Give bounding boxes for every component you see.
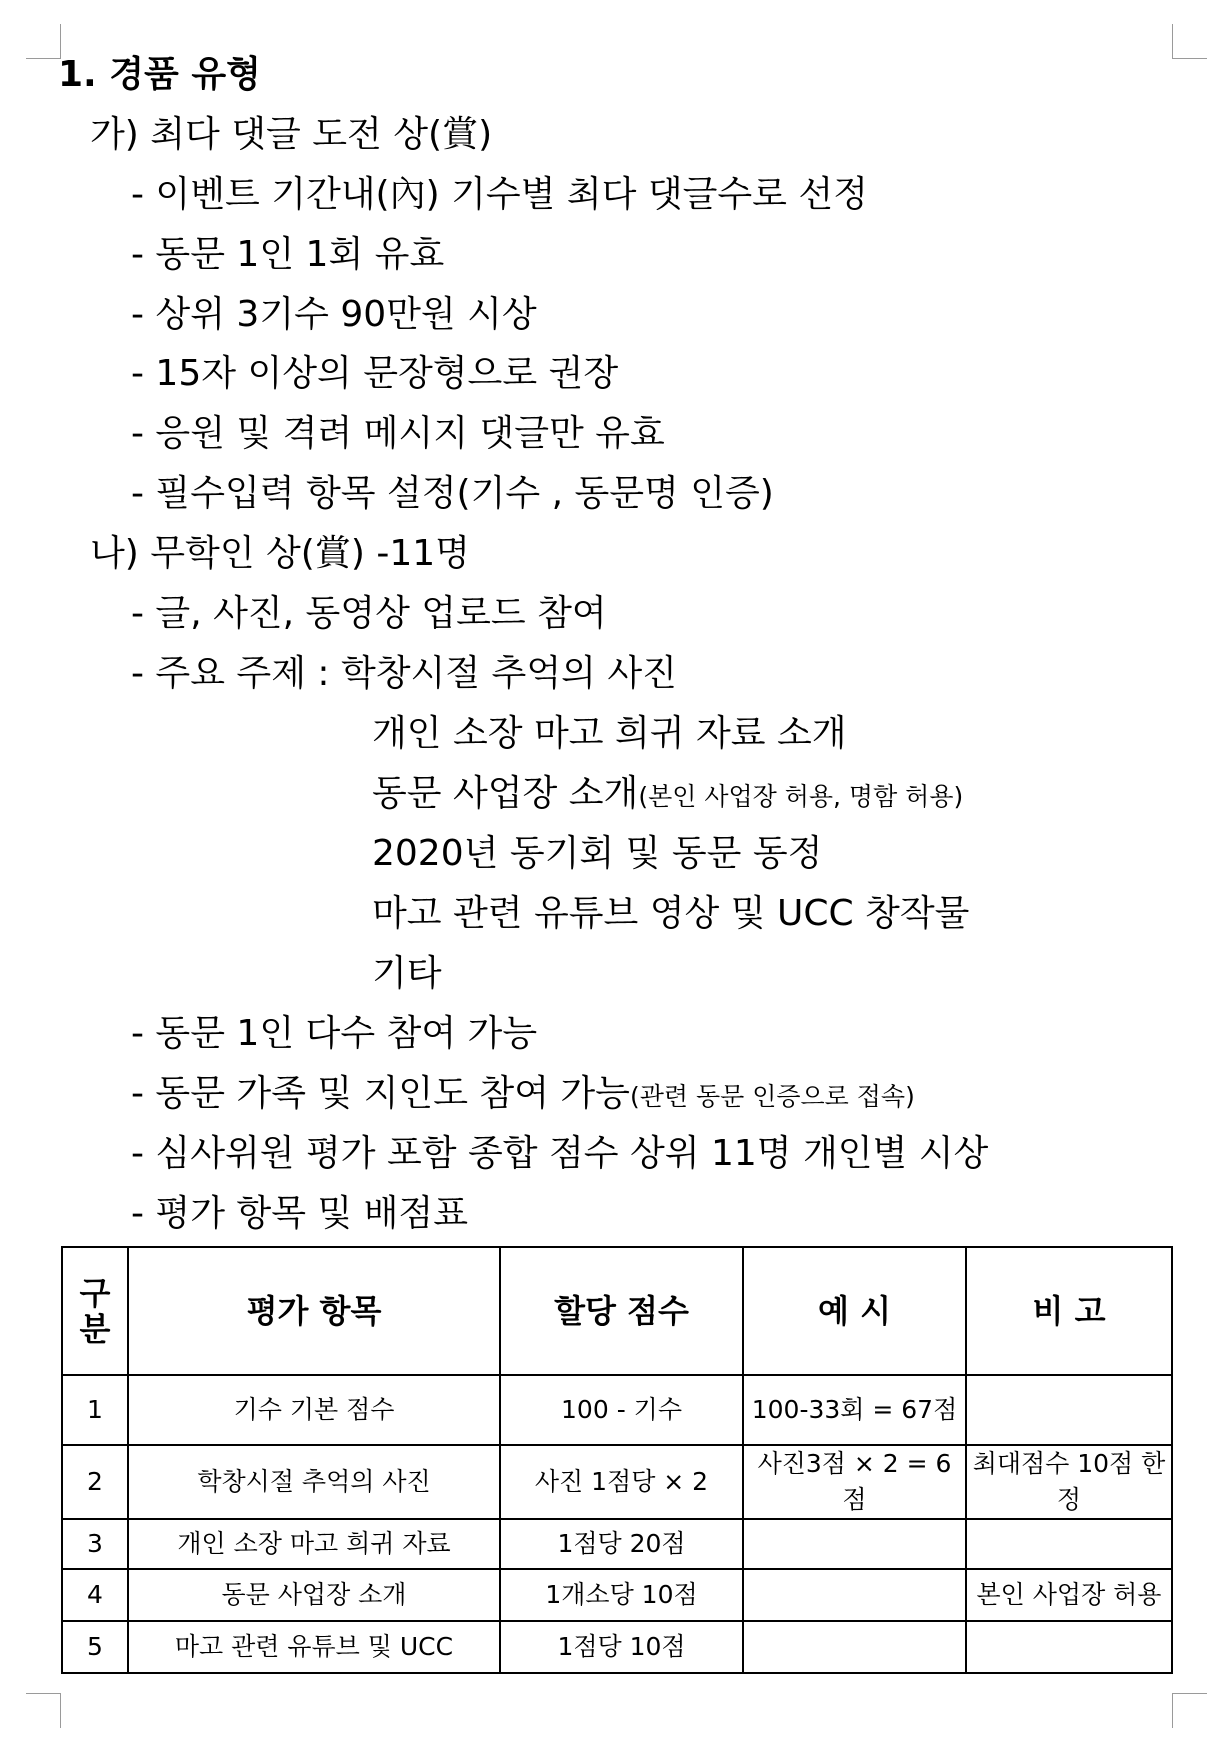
section-b-bullet-multiple: - 동문 1인 다수 참여 가능 (131, 1013, 538, 1054)
section-b-bullet-upload: - 글, 사진, 동영상 업로드 참여 (131, 593, 607, 634)
corner-mark-bottom-left (26, 1693, 61, 1728)
corner-mark-bottom-right (1172, 1693, 1207, 1728)
row-number: 2 (62, 1445, 128, 1519)
section-a-bullet-required: - 필수입력 항목 설정(기수 , 동문명 인증) (131, 473, 774, 514)
section-a-bullet-prize: - 상위 3기수 90만원 시상 (131, 294, 537, 335)
row-number: 3 (62, 1519, 128, 1569)
row-number: 5 (62, 1621, 128, 1673)
header-example: 예 시 (743, 1247, 966, 1375)
row-example: 사진3점 × 2 = 6점 (743, 1445, 966, 1519)
row-note (966, 1519, 1172, 1569)
table-row (62, 1519, 1172, 1569)
row-score: 1점당 10점 (500, 1621, 743, 1673)
row-example: 100-33회 = 67점 (743, 1375, 966, 1445)
header-note: 비 고 (966, 1247, 1172, 1375)
section-a-bullet-period: - 이벤트 기간내(內) 기수별 최다 댓글수로 선정 (131, 174, 868, 215)
table-header-row (62, 1247, 1172, 1375)
row-item: 개인 소장 마고 희귀 자료 (128, 1519, 500, 1569)
row-number: 1 (62, 1375, 128, 1445)
page-title: 1. 경품 유형 (58, 54, 261, 95)
topic-business-note: (본인 사업장 허용, 명함 허용) (638, 782, 964, 811)
topic-etc: 기타 (372, 953, 442, 994)
row-note (966, 1621, 1172, 1673)
section-a-bullet-length: - 15자 이상의 문장형으로 권장 (131, 353, 619, 394)
row-score: 100 - 기수 (500, 1375, 743, 1445)
row-score: 사진 1점당 × 2 (500, 1445, 743, 1519)
row-item: 학창시절 추억의 사진 (128, 1445, 500, 1519)
section-b-heading: 나) 무학인 상(賞) -11명 (90, 533, 470, 574)
topic-youtube-ucc: 마고 관련 유튜브 영상 및 UCC 창작물 (372, 893, 970, 934)
section-a-bullet-once: - 동문 1인 1회 유효 (131, 234, 445, 275)
table-row (62, 1569, 1172, 1621)
section-a-heading: 가) 최다 댓글 도전 상(賞) (90, 114, 493, 155)
table-row (62, 1375, 1172, 1445)
row-score: 1점당 20점 (500, 1519, 743, 1569)
section-b-bullet-table: - 평가 항목 및 배점표 (131, 1193, 468, 1234)
row-example (743, 1519, 966, 1569)
table-row (62, 1621, 1172, 1673)
row-item: 기수 기본 점수 (128, 1375, 500, 1445)
table-row (62, 1445, 1172, 1519)
header-score: 할당 점수 (500, 1247, 743, 1375)
section-b-bullet-family: - 동문 가족 및 지인도 참여 가능(관련 동문 인증으로 접속) (131, 1073, 915, 1114)
section-a-bullet-cheer: - 응원 및 격려 메시지 댓글만 유효 (131, 413, 665, 454)
row-example (743, 1569, 966, 1621)
row-item: 마고 관련 유튜브 및 UCC (128, 1621, 500, 1673)
topic-business: 동문 사업장 소개(본인 사업장 허용, 명함 허용) (372, 773, 964, 814)
topic-rare-material: 개인 소장 마고 희귀 자료 소개 (372, 713, 847, 754)
row-item: 동문 사업장 소개 (128, 1569, 500, 1621)
score-table (61, 1246, 1173, 1674)
family-note: (관련 동문 인증으로 접속) (629, 1082, 915, 1111)
section-b-topics-label: - 주요 주제 : 학창시절 추억의 사진 (131, 653, 677, 694)
row-note: 본인 사업장 허용 (966, 1569, 1172, 1621)
header-gubun: 구 분 (62, 1247, 128, 1375)
header-item: 평가 항목 (128, 1247, 500, 1375)
row-note (966, 1375, 1172, 1445)
topic-reunion: 2020년 동기회 및 동문 동정 (372, 833, 823, 874)
corner-mark-top-left (26, 24, 61, 59)
corner-mark-top-right (1172, 24, 1207, 59)
section-b-bullet-judges: - 심사위원 평가 포함 종합 점수 상위 11명 개인별 시상 (131, 1133, 989, 1174)
row-note: 최대점수 10점 한정 (966, 1445, 1172, 1519)
row-score: 1개소당 10점 (500, 1569, 743, 1621)
row-example (743, 1621, 966, 1673)
row-number: 4 (62, 1569, 128, 1621)
